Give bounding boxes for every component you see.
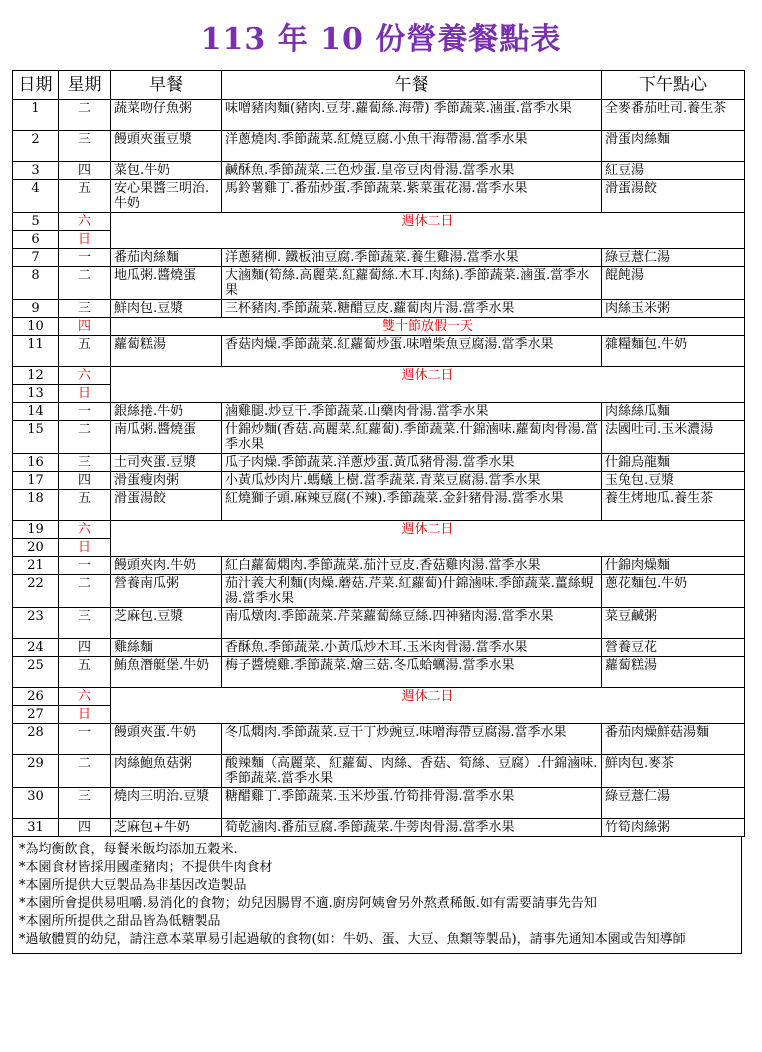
snack-cell: 什錦烏龍麵 [602,454,745,472]
weekday-cell: 日 [59,539,111,557]
breakfast-cell: 饅頭夾蛋豆漿 [111,131,222,162]
weekday-cell: 三 [59,454,111,472]
weekday-cell: 五 [59,336,111,367]
date-cell: 26 [13,688,59,706]
table-row [13,180,745,213]
snack-cell: 綠豆薏仁湯 [602,249,745,267]
date-cell: 28 [13,724,59,755]
date-cell: 15 [13,421,59,454]
snack-cell: 營養豆花 [602,639,745,657]
lunch-cell: 香酥魚.季節蔬菜.小黃瓜炒木耳.玉米肉骨湯.當季水果 [222,639,602,657]
menu-table [12,70,745,837]
lunch-cell: 大滷麵(筍絲.高麗菜.紅蘿蔔絲.木耳.肉絲).季節蔬菜.滷蛋.當季水果 [222,267,602,300]
table-row [13,336,745,367]
holiday-cell: 雙十節放假一天 [111,318,745,336]
date-cell: 27 [13,706,59,724]
date-cell: 22 [13,575,59,608]
date-cell: 3 [13,162,59,180]
table-row [13,490,745,521]
holiday-cell: 週休二日 [111,688,745,724]
weekday-cell: 二 [59,755,111,788]
weekday-cell: 四 [59,318,111,336]
weekday-cell: 二 [59,575,111,608]
lunch-cell: 冬瓜燜肉.季節蔬菜.豆干丁炒豌豆.味噌海帶豆腐湯.當季水果 [222,724,602,755]
snack-cell: 鮮肉包.麥茶 [602,755,745,788]
snack-cell: 滑蛋湯餃 [602,180,745,213]
holiday-cell: 週休二日 [111,367,745,403]
table-row [13,608,745,639]
snack-cell: 綠豆薏仁湯 [602,788,745,819]
weekday-cell: 六 [59,367,111,385]
weekday-cell: 三 [59,131,111,162]
note-line: *本園所所提供之甜品皆為低糖製品 [19,914,221,929]
breakfast-cell: 芝麻包.豆漿 [111,608,222,639]
date-cell: 9 [13,300,59,318]
date-cell: 5 [13,213,59,231]
snack-cell: 紅豆湯 [602,162,745,180]
lunch-cell: 什錦炒麵(香菇.高麗菜.紅蘿蔔).季節蔬菜.什錦滷味.蘿蔔肉骨湯.當季水果 [222,421,602,454]
lunch-cell: 糖醋雞丁.季節蔬菜.玉米炒蛋.竹筍排骨湯.當季水果 [222,788,602,819]
date-cell: 19 [13,521,59,539]
page-title: 113 年 10 份營養餐點表 [200,22,562,57]
date-cell: 18 [13,490,59,521]
weekday-cell: 日 [59,385,111,403]
weekday-cell: 一 [59,724,111,755]
table-row [13,300,745,318]
lunch-cell: 酸辣麵（高麗菜、紅蘿蔔、肉絲、香菇、筍絲、豆腐）.什錦滷味.季節蔬菜.當季水果 [222,755,602,788]
table-row [13,403,745,421]
snack-cell: 法國吐司.玉米濃湯 [602,421,745,454]
snack-cell: 什錦肉燥麵 [602,557,745,575]
header-date: 日期 [13,71,59,100]
date-cell: 31 [13,819,59,837]
header-row [13,71,745,100]
breakfast-cell: 營養南瓜粥 [111,575,222,608]
breakfast-cell: 蔬菜吻仔魚粥 [111,100,222,131]
date-cell: 1 [13,100,59,131]
breakfast-cell: 地瓜粥.醬燒蛋 [111,267,222,300]
breakfast-cell: 土司夾蛋.豆漿 [111,454,222,472]
date-cell: 17 [13,472,59,490]
table-row [13,755,745,788]
snack-cell: 玉兔包.豆漿 [602,472,745,490]
date-cell: 25 [13,657,59,688]
note-line: *本園食材皆採用國產豬肉；不提供牛肉食材 [19,860,273,875]
table-row [13,788,745,819]
lunch-cell: 洋蔥燒肉.季節蔬菜.紅燒豆腐.小魚干海帶湯.當季水果 [222,131,602,162]
snack-cell: 竹筍肉絲粥 [602,819,745,837]
snack-cell: 全麥番茄吐司.養生茶 [602,100,745,131]
header-breakfast: 早餐 [111,71,222,100]
lunch-cell: 南瓜燉肉.季節蔬菜.芹菜蘿蔔絲豆絲.四神豬肉湯.當季水果 [222,608,602,639]
breakfast-cell: 滑蛋瘦肉粥 [111,472,222,490]
breakfast-cell: 饅頭夾肉.牛奶 [111,557,222,575]
weekday-cell: 四 [59,162,111,180]
table-row [13,131,745,162]
breakfast-cell: 鮪魚潛艇堡.牛奶 [111,657,222,688]
date-cell: 2 [13,131,59,162]
table-row [13,213,745,231]
table-row [13,267,745,300]
date-cell: 11 [13,336,59,367]
snack-cell: 餛飩湯 [602,267,745,300]
date-cell: 14 [13,403,59,421]
note-line: *本園所會提供易咀嚼.易消化的食物；幼兒因腸胃不適.廚房阿姨會另外熬煮稀飯.如有需要請事先告知 [19,896,597,911]
table-row [13,367,745,385]
date-cell: 21 [13,557,59,575]
weekday-cell: 三 [59,788,111,819]
breakfast-cell: 菜包.牛奶 [111,162,222,180]
table-row [13,162,745,180]
header-snack: 下午點心 [602,71,745,100]
weekday-cell: 二 [59,421,111,454]
weekday-cell: 日 [59,706,111,724]
table-row [13,657,745,688]
table-row [13,472,745,490]
date-cell: 23 [13,608,59,639]
breakfast-cell: 番茄肉絲麵 [111,249,222,267]
breakfast-cell: 蘿蔔糕湯 [111,336,222,367]
table-row [13,557,745,575]
date-cell: 29 [13,755,59,788]
breakfast-cell: 芝麻包+牛奶 [111,819,222,837]
table-row [13,724,745,755]
lunch-cell: 三杯豬肉.季節蔬菜.糖醋豆皮.蘿蔔肉片湯.當季水果 [222,300,602,318]
lunch-cell: 紅白蘿蔔燜肉.季節蔬菜.茄汁豆皮.香菇雞肉湯.當季水果 [222,557,602,575]
lunch-cell: 洋蔥豬柳. 鐵板油豆腐.季節蔬菜.養生雞湯.當季水果 [222,249,602,267]
table-row [13,639,745,657]
lunch-cell: 味噌豬肉麵(豬肉.豆芽.蘿蔔絲.海帶) 季節蔬菜.滷蛋.當季水果 [222,100,602,131]
weekday-cell: 二 [59,100,111,131]
snack-cell: 蔥花麵包.牛奶 [602,575,745,608]
note-line: *過敏體質的幼兒，請注意本菜單易引起過敏的食物(如：牛奶、蛋、大豆、魚類等製品)，請事先通知本園或告知導師 [19,932,686,947]
snack-cell: 滑蛋肉絲麵 [602,131,745,162]
date-cell: 7 [13,249,59,267]
weekday-cell: 三 [59,608,111,639]
date-cell: 16 [13,454,59,472]
date-cell: 8 [13,267,59,300]
date-cell: 24 [13,639,59,657]
header-lunch: 午餐 [222,71,602,100]
table-row [13,100,745,131]
lunch-cell: 梅子醬燒雞.季節蔬菜.燴三菇.冬瓜蛤蠣湯.當季水果 [222,657,602,688]
table-row [13,249,745,267]
snack-cell: 雜糧麵包.牛奶 [602,336,745,367]
snack-cell: 番茄肉燥鮮菇湯麵 [602,724,745,755]
weekday-cell: 五 [59,490,111,521]
weekday-cell: 五 [59,657,111,688]
date-cell: 4 [13,180,59,213]
note-line: *為均衡飲食，每餐米飯均添加五穀米. [19,842,238,857]
date-cell: 13 [13,385,59,403]
weekday-cell: 日 [59,231,111,249]
breakfast-cell: 饅頭夾蛋.牛奶 [111,724,222,755]
date-cell: 12 [13,367,59,385]
weekday-cell: 四 [59,639,111,657]
holiday-cell: 週休二日 [111,213,745,249]
lunch-cell: 筍乾滷肉.番茄豆腐.季節蔬菜.牛蒡肉骨湯.當季水果 [222,819,602,837]
snack-cell: 養生烤地瓜.養生茶 [602,490,745,521]
table-row [13,819,745,837]
weekday-cell: 六 [59,688,111,706]
lunch-cell: 茄汁義大利麵(肉燥.蘑菇.芹菜.紅蘿蔔)什錦滷味.季節蔬菜.薑絲蜆湯.當季水果 [222,575,602,608]
weekday-cell: 三 [59,300,111,318]
breakfast-cell: 安心果醬三明治.牛奶 [111,180,222,213]
breakfast-cell: 南瓜粥.醬燒蛋 [111,421,222,454]
lunch-cell: 滷雞腿.炒豆干.季節蔬菜.山藥肉骨湯.當季水果 [222,403,602,421]
header-weekday: 星期 [59,71,111,100]
lunch-cell: 鹹酥魚.季節蔬菜.三色炒蛋.皇帝豆肉骨湯.當季水果 [222,162,602,180]
breakfast-cell: 雞絲麵 [111,639,222,657]
table-row [13,521,745,539]
lunch-cell: 瓜子肉燥.季節蔬菜.洋蔥炒蛋.黃瓜豬骨湯.當季水果 [222,454,602,472]
weekday-cell: 五 [59,180,111,213]
weekday-cell: 六 [59,213,111,231]
table-row [13,454,745,472]
snack-cell: 蘿蔔糕湯 [602,657,745,688]
note-line: *本園所提供大豆製品為非基因改造製品 [19,878,247,893]
table-row [13,318,745,336]
snack-cell: 菜豆鹹粥 [602,608,745,639]
snack-cell: 肉絲絲瓜麵 [602,403,745,421]
breakfast-cell: 鮮肉包.豆漿 [111,300,222,318]
lunch-cell: 紅燒獅子頭.麻辣豆腐(不辣).季節蔬菜.金針豬骨湯.當季水果 [222,490,602,521]
lunch-cell: 馬鈴薯雞丁.番茄炒蛋.季節蔬菜.紫菜蛋花湯.當季水果 [222,180,602,213]
breakfast-cell: 滑蛋湯餃 [111,490,222,521]
table-row [13,421,745,454]
breakfast-cell: 銀絲捲.牛奶 [111,403,222,421]
weekday-cell: 四 [59,472,111,490]
weekday-cell: 二 [59,267,111,300]
table-row [13,688,745,706]
date-cell: 20 [13,539,59,557]
lunch-cell: 香菇肉燥.季節蔬菜.紅蘿蔔炒蛋.味噌柴魚豆腐湯.當季水果 [222,336,602,367]
table-row [13,575,745,608]
weekday-cell: 一 [59,403,111,421]
date-cell: 10 [13,318,59,336]
weekday-cell: 一 [59,249,111,267]
breakfast-cell: 燒肉三明治.豆漿 [111,788,222,819]
lunch-cell: 小黃瓜炒肉片.螞蟻上樹.當季蔬菜.青菜豆腐湯.當季水果 [222,472,602,490]
date-cell: 6 [13,231,59,249]
weekday-cell: 一 [59,557,111,575]
notes [12,837,742,954]
holiday-cell: 週休二日 [111,521,745,557]
date-cell: 30 [13,788,59,819]
weekday-cell: 六 [59,521,111,539]
weekday-cell: 四 [59,819,111,837]
snack-cell: 肉絲玉米粥 [602,300,745,318]
breakfast-cell: 肉絲鮑魚菇粥 [111,755,222,788]
